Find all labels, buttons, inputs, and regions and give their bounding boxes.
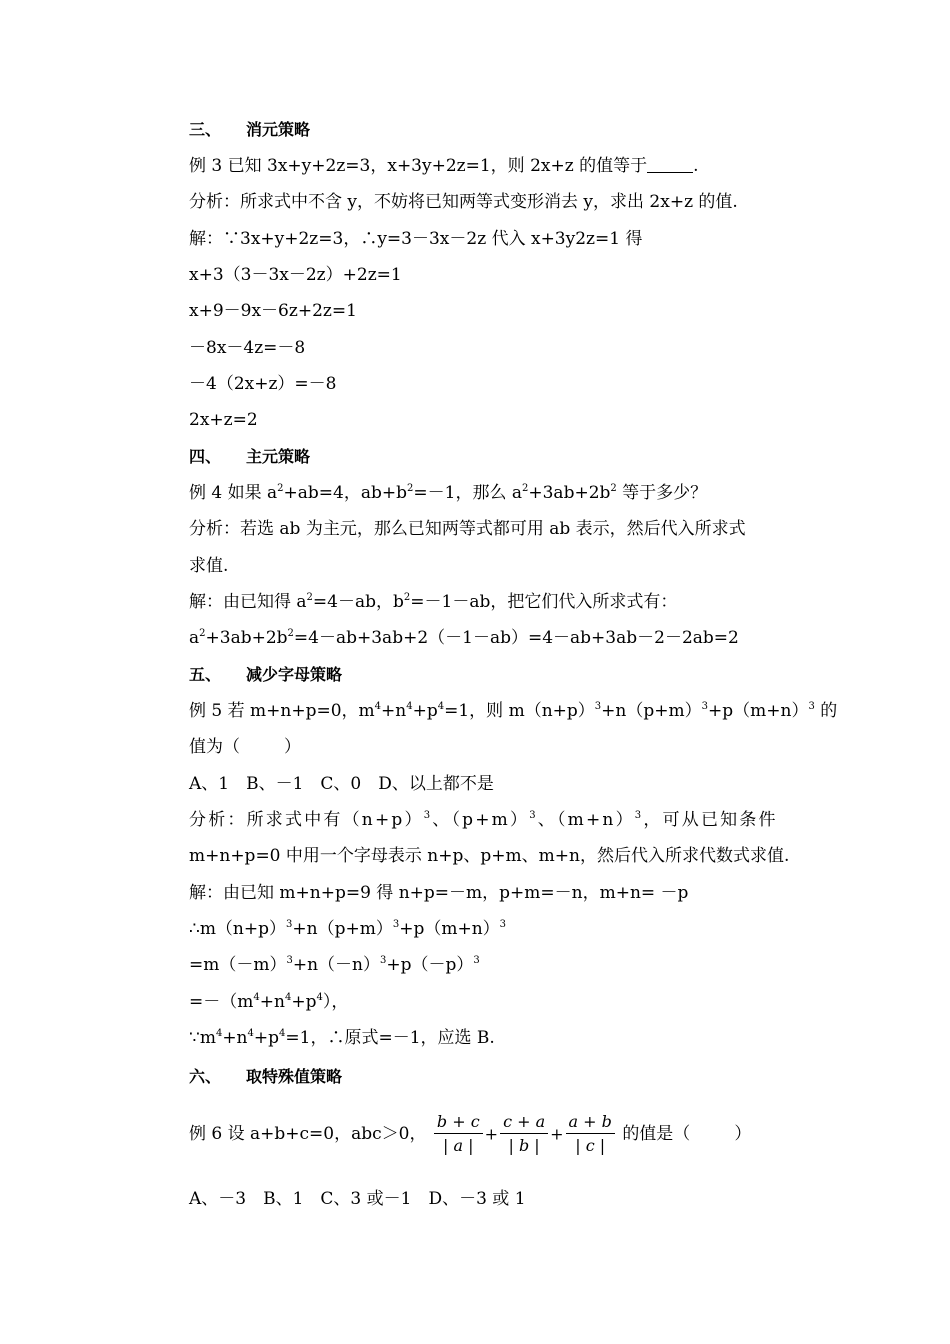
section-heading-4: 四、 主元策略 (189, 447, 311, 466)
section-heading-3: 三、 消元策略 (189, 120, 311, 139)
section-heading-6: 六、 取特殊值策略 (189, 1067, 343, 1086)
example-3-solution-line: －4（2x+z）=－8 (189, 374, 337, 394)
example-4-question: 例 4 如果 $a^2+ab=4$，$ab+b^2=-1$，那么 $a^2+3ab+2b^2$ 等于多少？ (189, 483, 708, 503)
section-heading-5: 五、 减少字母策略 (189, 665, 343, 684)
fraction: $\frac{b + c}{| a |}$ (434, 1111, 483, 1158)
example-3-solution-line: x+3（3－3x－2z）+2z=1 (189, 265, 402, 285)
example-5-solution-line: $\because m^4+n^4+p^4=1$，∴原式=－1，应选 B. (189, 1028, 495, 1048)
example-5-solution-line: 解：由已知 m+n+p=9 得 n+p=－m，p+m=－n，m+n= －p (189, 883, 689, 903)
example-3-solution-line: x+9－9x－6z+2z=1 (189, 301, 357, 321)
example-5-question: 例 5 若 m+n+p=0，$m^4+n^4+p^4=1$，则 $m(n+p)^3+n(p+m)^3+p(m+n)^3$ 的 (189, 701, 838, 721)
example-4-analysis-cont: 求值. (189, 556, 229, 576)
example-3-solution-line: 2x+z=2 (189, 410, 258, 430)
example-5-options: A、1 B、－1 C、0 D、以上都不是 (189, 774, 494, 794)
example-4-solution-line: $a^2+3ab+2b^2=4-ab+3ab+2(-1-ab)=4-ab+3ab-2-2ab=2$ (189, 628, 739, 648)
example-5-solution-line: $\therefore m(n+p)^3+n(p+m)^3+p(m+n)^3$ (189, 919, 507, 939)
example-5-solution-line: $=m(-m)^3+n(-n)^3+p(-p)^3$ (189, 955, 480, 975)
example-3-solution-line: －8x－4z=－8 (189, 338, 306, 358)
example-3-analysis: 分析：所求式中不含 y，不妨将已知两等式变形消去 y，求出 2x+z 的值. (189, 192, 738, 212)
example-5-analysis: 分析：所求式中有$(n+p)^3$、$(p+m)^3$、$(m+n)^3$，可从已知条件 (189, 810, 778, 830)
example-6-options: A、－3 B、1 C、3 或－1 D、－3 或 1 (189, 1189, 526, 1209)
example-4-analysis: 分析：若选 ab 为主元，那么已知两等式都可用 ab 表示，然后代入所求式 (189, 519, 746, 539)
example-3-question: 例 3 已知 3x+y+2z=3，x+3y+2z=1，则 2x+z 的值等于 . (189, 156, 699, 176)
fraction: $\frac{c + a}{| b |}$ (500, 1111, 548, 1158)
example-5-question-cont: 值为（ ） (189, 737, 301, 757)
example-5-analysis-cont: m+n+p=0 中用一个字母表示 n+p、p+m、m+n，然后代入所求代数式求值. (189, 846, 790, 866)
example-5-solution-line: $=-(m^4+n^4+p^4)$， (189, 992, 349, 1012)
example-3-solution-line: 解：∵3x+y+2z=3，∴y=3－3x－2z 代入 x+3y2z=1 得 (189, 229, 643, 249)
fraction: $\frac{a + b}{| c |}$ (566, 1111, 615, 1158)
example-6-question: 例 6 设 a+b+c=0，abc＞0， $\frac{b + c}{| a |}$ + $\frac{c + a}{| b |}$ + $\frac{a + b}{| c |}$ 的值是（ ） (189, 1110, 751, 1159)
example-4-solution-line: 解：由已知得 $a^2=4-ab$，$b^2=-1-ab$，把它们代入所求式有： (189, 592, 678, 612)
